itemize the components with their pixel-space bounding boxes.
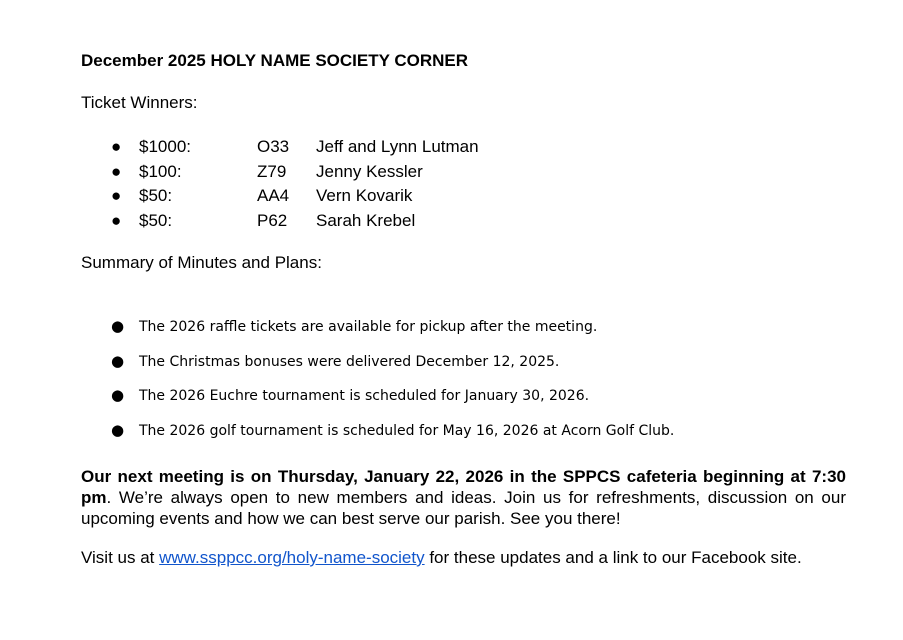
winner-ticket: P62 xyxy=(257,210,288,230)
winner-amount: $100: xyxy=(139,161,182,181)
winner-name: Sarah Krebel xyxy=(316,210,416,230)
winner-ticket: O33 xyxy=(257,137,290,156)
bullet-icon: ● xyxy=(111,351,125,370)
bullet-icon: ● xyxy=(111,210,122,230)
winners-heading: Ticket Winners: xyxy=(81,93,198,112)
bullet-icon: ● xyxy=(111,137,122,156)
visit-paragraph xyxy=(81,548,802,568)
summary-item-text: The 2026 Euchre tournament is scheduled for January 30, 2026. xyxy=(139,388,590,404)
bullet-icon: ● xyxy=(111,317,125,335)
winner-amount: $50: xyxy=(139,210,173,230)
winner-ticket: AA4 xyxy=(257,186,290,205)
meeting-rest-text: . We’re always open to new members and ideas. Join us for refreshments, discussion on our upcoming events and how we can best serve our parish. See you there! xyxy=(81,488,846,528)
visit-prefix: Visit us at xyxy=(81,548,160,567)
bullet-icon: ● xyxy=(111,386,125,404)
winner-name: Jeff and Lynn Lutman xyxy=(316,137,479,156)
winner-name: Vern Kovarik xyxy=(316,186,413,205)
summary-heading: Summary of Minutes and Plans: xyxy=(81,253,322,272)
winner-amount: $50: xyxy=(139,186,173,205)
bullet-icon: ● xyxy=(111,161,122,181)
meeting-bold-text: Our next meeting is on Thursday, January 22, 2026 in the SPPCS cafeteria beginning at 7:30 pm xyxy=(81,467,846,507)
page-title: December 2025 HOLY NAME SOCIETY CORNER xyxy=(81,51,469,70)
visit-suffix: for these updates and a link to our Facebook site. xyxy=(424,548,802,567)
summary-item-text: The 2026 golf tournament is scheduled for May 16, 2026 at Acorn Golf Club. xyxy=(139,422,675,439)
winner-name: Jenny Kessler xyxy=(316,161,423,181)
bullet-icon: ● xyxy=(111,420,125,439)
bullet-icon: ● xyxy=(111,186,122,205)
winner-ticket: Z79 xyxy=(257,161,287,181)
summary-item-text: The 2026 raffle tickets are available for pickup after the meeting. xyxy=(139,319,598,335)
meeting-paragraph xyxy=(81,466,846,529)
winner-amount: $1000: xyxy=(139,137,191,156)
summary-item-text: The Christmas bonuses were delivered December 12, 2025. xyxy=(139,353,560,370)
society-website-link[interactable]: www.ssppcc.org/holy-name-society xyxy=(159,548,425,567)
